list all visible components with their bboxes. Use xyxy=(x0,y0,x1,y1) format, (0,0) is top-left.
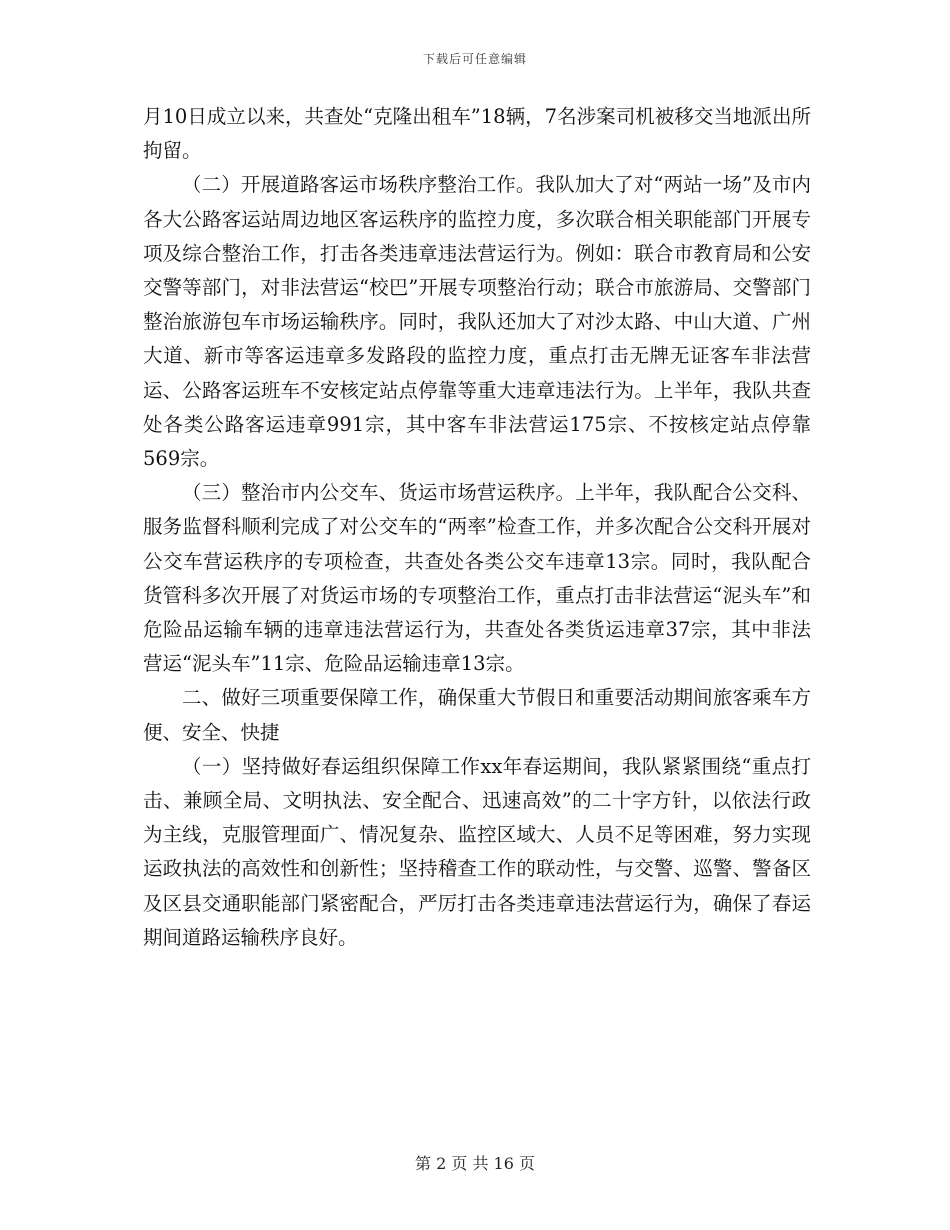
page-footer: 第 2 页 共 16 页 xyxy=(415,1154,535,1173)
paragraph-3: （三）整治市内公交车、货运市场营运秩序。上半年，我队配合公交科、服务监督科顺利完成了对公交车的“两率”检查工作，并多次配合公交科开展对公交车营运秩序的专项检查，共查处各类公交车违章13宗。同时，我队配合货管科多次开展了对货运市场的专项整治工作，重点打击非法营运“泥头车”和危险品运输车辆的违章违法营运行为，共查处各类货运违章37宗，其中非法营运“泥头车”11宗、危险品运输违章13宗。 xyxy=(143,481,811,676)
paragraph-1: 月10日成立以来，共查处“克隆出租车”18辆，7名涉案司机被移交当地派出所拘留。 xyxy=(143,105,811,163)
paragraph-2: （二）开展道路客运市场秩序整治工作。我队加大了对“两站一场”及市内各大公路客运站周边地区客运秩序的监控力度，多次联合相关职能部门开展专项及综合整治工作，打击各类违章违法营运行为。例如：联合市教育局和公安交警等部门，对非法营运“校巴”开展专项整治行动；联合市旅游局、交警部门整治旅游包车市场运输秩序。同时，我队还加大了对沙太路、中山大道、广州大道、新市等客运违章多发路段的监控力度，重点打击无牌无证客车非法营运、公路客运班车不安核定站点停靠等重大违章违法行为。上半年，我队共查处各类公路客运违章991宗，其中客车非法营运175宗、不按核定站点停靠569宗。 xyxy=(143,173,811,471)
paragraph-4: （一）坚持做好春运组织保障工作xx年春运期间，我队紧紧围绕“重点打击、兼顾全局、文明执法、安全配合、迅速高效”的二十字方针，以依法行政为主线，克服管理面广、情况复杂、监控区域大、人员不足等困难，努力实现运政执法的高效性和创新性；坚持稽查工作的联动性，与交警、巡警、警备区及区县交通职能部门紧密配合，严厉打击各类违章违法营运行为，确保了春运期间道路运输秩序良好。 xyxy=(143,754,811,949)
document-body xyxy=(143,100,811,955)
section-heading-2: 二、做好三项重要保障工作，确保重大节假日和重要活动期间旅客乘车方便、安全、快捷 xyxy=(143,686,811,744)
page-header: 下载后可任意编辑 xyxy=(422,52,527,66)
